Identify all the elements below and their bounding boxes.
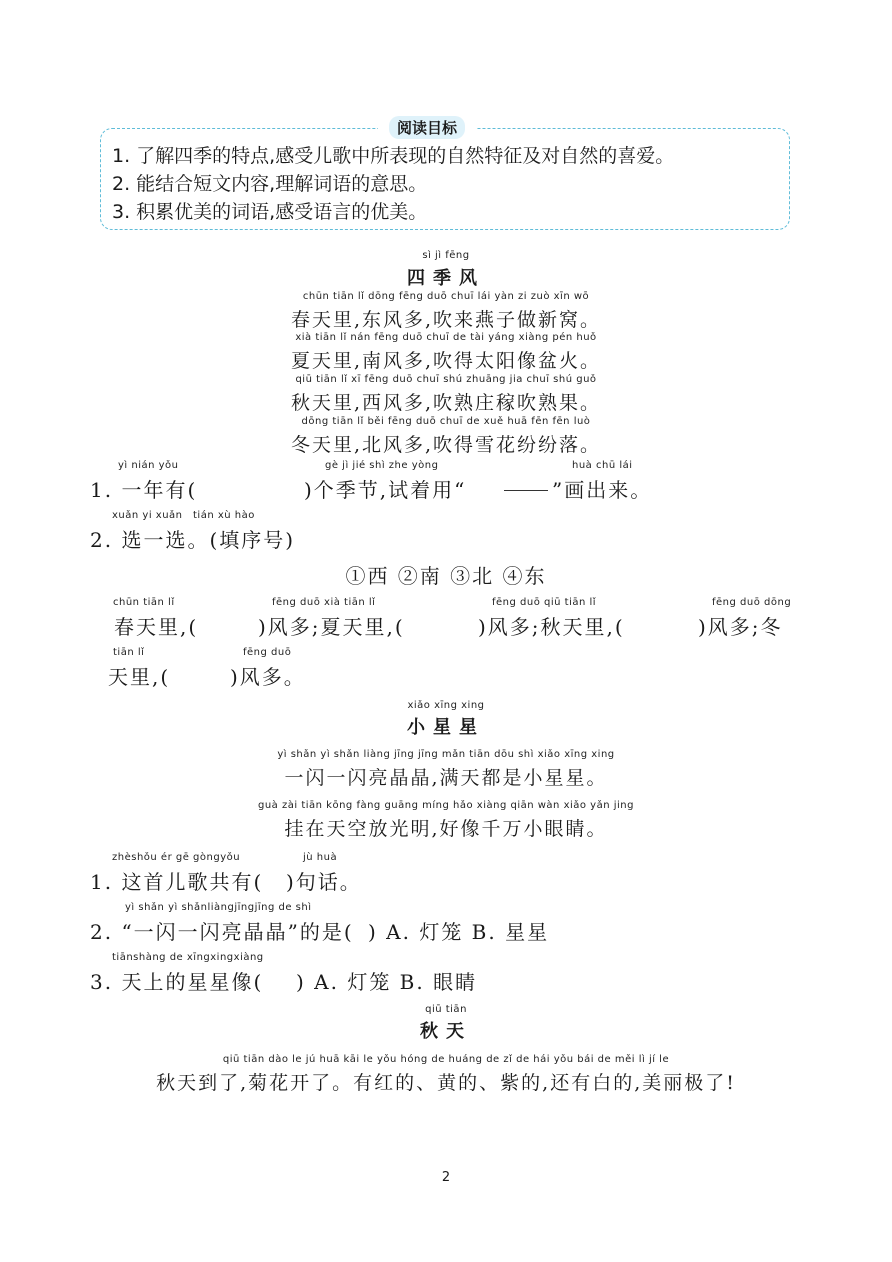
- poem1-line2: 夏天里,南风多,吹得太阳像盆火。: [290, 350, 602, 372]
- q5-text-a: 3. 天上的星星像(: [90, 970, 264, 994]
- poem1-line1: 春天里,东风多,吹来燕子做新窝。: [290, 309, 602, 331]
- reading-goals-heading: 阅读目标: [389, 116, 465, 139]
- q4-text-a: 2. “一闪一闪亮晶晶”的是(: [90, 920, 354, 944]
- q2-text: 2. 选一选。(填序号): [90, 528, 296, 552]
- poem1-title: 四季风: [407, 268, 485, 289]
- q2-line1-seg3: )风多;秋天里,(: [478, 615, 625, 639]
- q4-pinyin: yì shǎn yì shǎnliàngjīngjīng de shì: [125, 902, 312, 913]
- q3-text-a: 1. 这首儿歌共有(: [90, 870, 264, 894]
- q2-line2-seg1: 天里,(: [108, 665, 171, 689]
- q3-pinyin-b: jù huà: [303, 852, 338, 863]
- goal-item-2: 2. 能结合短文内容,理解词语的意思。: [112, 173, 428, 195]
- poem3-title-pinyin: qiū tiān: [425, 1004, 467, 1015]
- q1-text-b: )个季节,试着用“: [304, 478, 467, 502]
- poem2-line1: 一闪一闪亮晶晶,满天都是小星星。: [284, 767, 608, 789]
- page-number: 2: [441, 1170, 451, 1185]
- poem3-text: 秋天到了,菊花开了。有红的、黄的、紫的,还有白的,美丽极了!: [156, 1072, 736, 1094]
- q4-text-b: ) A. 灯笼 B. 星星: [368, 920, 550, 944]
- q2-line1-pinyin-2: fēng duō xià tiān lǐ: [272, 597, 376, 608]
- q2-line1-seg2: )风多;夏天里,(: [258, 615, 405, 639]
- q5-answer-blank[interactable]: [262, 966, 296, 990]
- poem3-pinyin: qiū tiān dào le jú huā kāi le yǒu hóng de huáng de zǐ de hái yǒu bái de měi lì jí le: [222, 1054, 670, 1065]
- q2-line1-pinyin-3: fēng duō qiū tiān lǐ: [492, 597, 597, 608]
- poem1-line3: 秋天里,西风多,吹熟庄稼吹熟果。: [290, 392, 602, 414]
- q1-text-c: ”画出来。: [552, 478, 653, 502]
- reading-goals-tab: [378, 114, 476, 140]
- poem2-title: 小星星: [407, 717, 485, 738]
- q5-text-b: ) A. 灯笼 B. 眼睛: [296, 970, 478, 994]
- q1-text-a: 1. 一年有(: [90, 478, 198, 502]
- q3-text-b: )句话。: [286, 870, 362, 894]
- q1-pinyin-c: huà chū lái: [572, 460, 633, 471]
- q2-line1-pinyin-1: chūn tiān lǐ: [113, 597, 175, 608]
- q1-draw-line[interactable]: [504, 476, 548, 495]
- poem1-title-pinyin: sì jì fēng: [422, 250, 470, 261]
- poem1-line3-pinyin: qiū tiān lǐ xī fēng duō chuī shú zhuāng jia chuī shú guǒ: [295, 374, 597, 385]
- q2-line1-seg1: 春天里,(: [114, 615, 199, 639]
- poem1-line1-pinyin: chūn tiān lǐ dōng fēng duō chuī lái yàn zi zuò xīn wō: [302, 291, 590, 302]
- q2-line1-pinyin-4: fēng duō dōng: [712, 597, 792, 608]
- q5-pinyin: tiānshàng de xīngxingxiàng: [112, 952, 264, 963]
- poem2-title-pinyin: xiǎo xīng xing: [407, 700, 485, 711]
- poem2-line2-pinyin: guà zài tiān kōng fàng guāng míng hǎo xiàng qiān wàn xiǎo yǎn jing: [258, 800, 634, 811]
- q1-pinyin-a: yì nián yǒu: [118, 460, 179, 471]
- q1-answer-blank[interactable]: [210, 474, 302, 498]
- q1-pinyin-b: gè jì jié shì zhe yòng: [325, 460, 439, 471]
- poem1-line2-pinyin: xià tiān lǐ nán fēng duō chuī de tài yáng xiàng pén huǒ: [295, 332, 597, 343]
- q2-line2-pinyin-2: fēng duō: [243, 647, 292, 658]
- q2-line1-seg4: )风多;冬: [698, 615, 783, 639]
- goal-item-1: 1. 了解四季的特点,感受儿歌中所表现的自然特征及对自然的喜爱。: [112, 145, 675, 167]
- poem3-title: 秋天: [420, 1021, 472, 1042]
- poem2-line1-pinyin: yì shǎn yì shǎn liàng jīng jīng mǎn tiān dōu shì xiǎo xīng xing: [277, 749, 615, 760]
- q4-answer-blank[interactable]: [330, 916, 366, 940]
- q2-pinyin-b: tián xù hào: [193, 510, 255, 521]
- q2-line2-pinyin-1: tiān lǐ: [113, 647, 145, 658]
- q3-answer-blank[interactable]: [262, 866, 288, 890]
- poem1-line4-pinyin: dōng tiān lǐ běi fēng duō chuī de xuě huā fēn fēn luò: [301, 416, 591, 427]
- poem2-line2: 挂在天空放光明,好像千万小眼睛。: [284, 818, 608, 840]
- q2-line2-seg2: )风多。: [230, 665, 306, 689]
- q2-options: ①西 ②南 ③北 ④东: [345, 564, 547, 588]
- poem1-line4: 冬天里,北风多,吹得雪花纷纷落。: [290, 434, 602, 456]
- goal-item-3: 3. 积累优美的词语,感受语言的优美。: [112, 201, 428, 223]
- q3-pinyin-a: zhèshǒu ér gē gòngyǒu: [112, 852, 241, 863]
- q2-pinyin-a: xuǎn yi xuǎn: [112, 510, 183, 521]
